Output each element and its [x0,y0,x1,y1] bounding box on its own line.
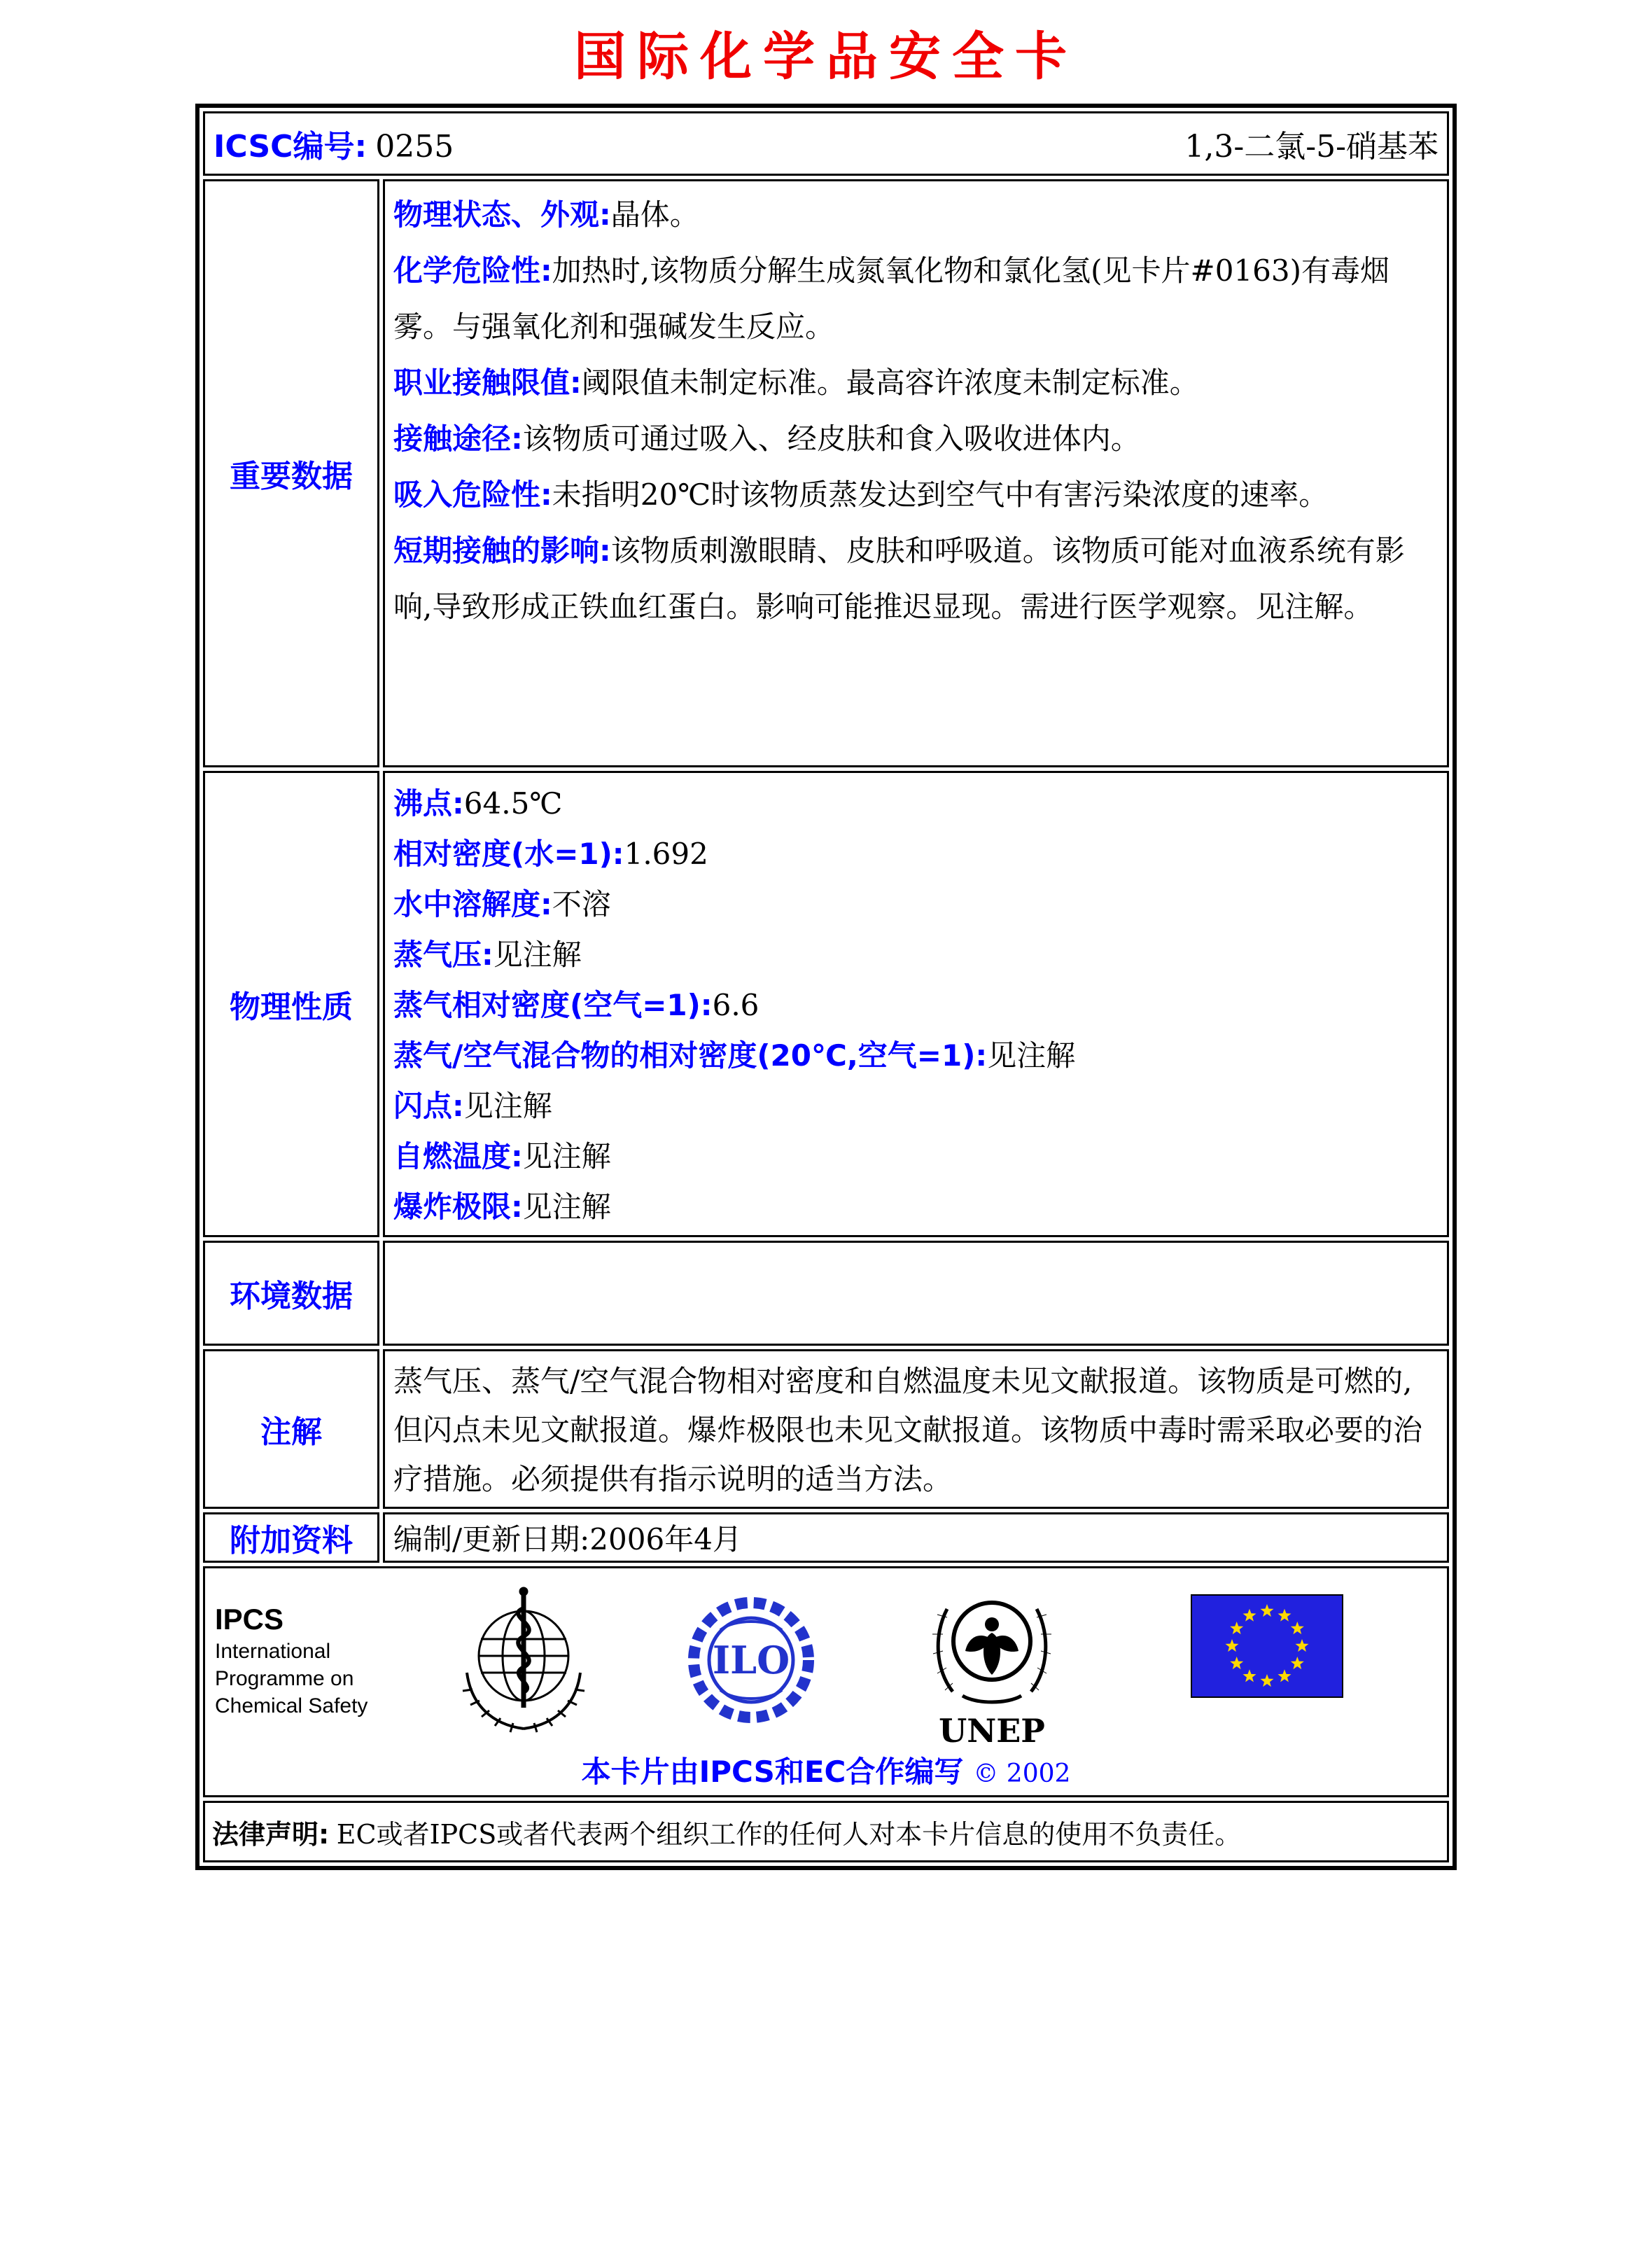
property-line: 吸入危险性:未指明20℃时该物质蒸发达到空气中有害污染浓度的速率。 [393,478,1329,512]
who-logo-icon [451,1584,596,1736]
logos-cell [203,1566,1449,1797]
property-line: 化学危险性:加热时,该物质分解生成氮氧化物和氯化氢(见卡片#0163)有毒烟雾。与强氧化剂和强碱发生反应。 [393,253,1390,344]
property-line: 蒸气压:见注解 [393,938,582,972]
cooperation-caption [208,1749,1444,1791]
property-line: 自燃温度:见注解 [393,1139,611,1173]
section-label-important: 重要数据 [203,179,379,767]
property-line: 水中溶解度:不溶 [393,887,611,921]
icsc-number-group [214,121,454,166]
ipcs-text-block [215,1601,390,1720]
legal-text: EC或者IPCS或者代表两个组织工作的任何人对本卡片信息的使用不负责任。 [336,1818,1242,1850]
page [0,15,1652,1870]
property-line: 职业接触限值:阈限值未制定标准。最高容许浓度未制定标准。 [393,365,1199,400]
ipcs-line: International [215,1639,331,1663]
additional-info-content: 编制/更新日期:2006年4月 [383,1512,1449,1563]
row-important-data [203,179,1449,767]
row-notes [203,1349,1449,1509]
environmental-data-content [383,1241,1449,1346]
section-label-notes: 注解 [203,1349,379,1509]
header-row [203,111,1449,176]
header-cell [203,111,1449,176]
legal-label: 法律声明: [212,1818,330,1850]
property-line: 蒸气/空气混合物的相对密度(20℃,空气=1):见注解 [393,1038,1076,1073]
ipcs-line: Programme on [215,1666,354,1690]
chemical-name: 1,3-二氯-5-硝基苯 [1184,129,1438,165]
section-label-additional: 附加资料 [203,1512,379,1563]
property-line: 沸点:64.5℃ [393,786,563,821]
legal-cell [203,1801,1449,1862]
row-logos [203,1566,1449,1797]
copyright-text: © 2002 [973,1759,1071,1788]
property-line: 相对密度(水=1):1.692 [393,837,708,871]
physical-properties-content [383,771,1449,1237]
notes-content: 蒸气压、蒸气/空气混合物相对密度和自燃温度未见文献报道。该物质是可燃的,但闪点未见文献报道。爆炸极限也未见文献报道。该物质中毒时需采取必要的治疗措施。必须提供有指示说明的适当方法。 [383,1349,1449,1509]
unep-logo-text: UNEP [939,1712,1045,1748]
svg-text:ILO: ILO [712,1638,790,1682]
icsc-number-label: ICSC编号: [214,129,368,165]
property-line: 物理状态、外观:晶体。 [393,197,699,232]
ipcs-line: Chemical Safety [215,1694,368,1717]
property-line: 闪点:见注解 [393,1089,552,1123]
logos-strip [208,1573,1444,1748]
property-line: 短期接触的影响:该物质刺激眼睛、皮肤和呼吸道。该物质可能对血液系统有影响,导致形成正铁血红蛋白。影响可能推迟显现。需进行医学观察。见注解。 [393,534,1405,624]
property-line: 爆炸极限:见注解 [393,1190,611,1224]
row-additional-info [203,1512,1449,1563]
property-line: 蒸气相对密度(空气=1):6.6 [393,988,760,1022]
row-legal [203,1801,1449,1862]
unep-logo-icon [923,1573,1060,1748]
property-line: 接触途径:该物质可通过吸入、经皮肤和食入吸收进体内。 [393,421,1140,456]
icsc-card-table [195,104,1457,1870]
section-label-environment: 环境数据 [203,1241,379,1346]
row-physical-properties [203,771,1449,1237]
important-data-content [383,179,1449,767]
ilo-logo-icon [685,1581,817,1739]
page-title: 国际化学品安全卡 [574,27,1078,87]
icsc-number-value: 0255 [375,129,454,165]
row-environmental-data [203,1241,1449,1346]
cooperation-caption-text: 本卡片由IPCS和EC合作编写 [581,1755,964,1789]
section-label-physical: 物理性质 [203,771,379,1237]
ipcs-name: IPCS [215,1602,284,1636]
eu-flag-icon [1191,1594,1343,1698]
